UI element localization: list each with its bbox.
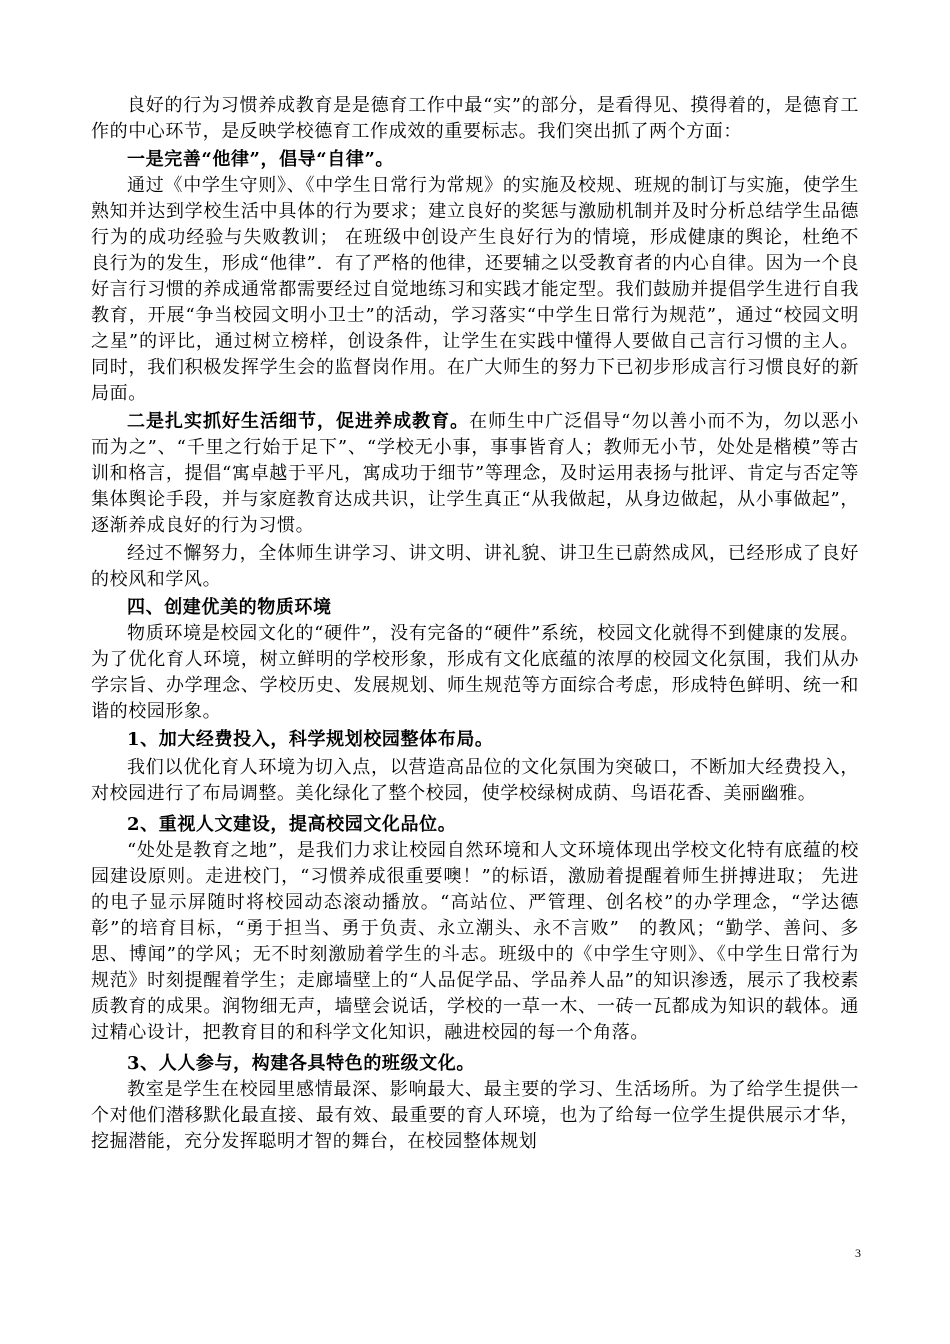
heading-subsection-two: 2、重视人文建设，提高校园文化品位。 [127, 814, 457, 835]
paragraph-humanistic-construction: “处处是教育之地”，是我们力求让校园自然环境和人文环境体现出学校文化特有底蕴的校园建设原则。走进校门，“习惯养成很重要噢！”的标语，激励着提醒着师生拼搏进取； 先进的电子显示屏随时将校园动态滚动播放。“高站位、严管理、创名校”的办学理念，“学达德彰”的培育目标，“勇于担当、勇于负责、永立潮头、永不言败” 的教风；“勤学、善问、多思、博闻”的学风；无不时刻激励着学生的斗志。班级中的《中学生守则》、《中学生日常行为规范》时刻提醒着学生；走廊墙壁上的“人品促学品、学品养人品”的知识渗透，展示了我校素质教育的成果。润物细无声，墙壁会说话，学校的一草一木、一砖一瓦都成为知识的载体。通过精心设计，把教育目的和科学文化知识，融进校园的每一个角落。 [91, 840, 859, 1043]
heading-subsection-three: 3、人人参与，构建各具特色的班级文化。 [127, 1053, 475, 1074]
paragraph-results: 经过不懈努力，全体师生讲学习、讲文明、讲礼貌、讲卫生已蔚然成风，已经形成了良好的校风和学风。 [91, 543, 859, 590]
paragraph-physical-environment: 物质环境是校园文化的“硬件”，没有完备的“硬件”系统，校园文化就得不到健康的发展。为了优化育人环境，树立鲜明的学校形象，形成有文化底蕴的浓厚的校园文化氛围，我们从办学宗旨、办学理念、学校历史、发展规划、师生规范等方面综合考虑，形成特色鲜明、统一和谐的校园形象。 [91, 623, 859, 722]
paragraph-habit-education-intro: 良好的行为习惯养成教育是是德育工作中最“实”的部分，是看得见、摸得着的，是德育工作的中心环节，是反映学校德育工作成效的重要标志。我们突出抓了两个方面： [91, 95, 859, 142]
page-number: 3 [855, 1246, 861, 1260]
paragraph-life-details-lead: 二是扎实抓好生活细节，促进养成教育。 [127, 411, 470, 432]
document-body [91, 93, 859, 1155]
heading-section-four: 四、创建优美的物质环境 [127, 597, 332, 618]
paragraph-life-details-text: 在师生中广泛倡导“勿以善小而不为，勿以恶小而为之”、“千里之行始于足下”、“学校无小事，事事皆育人；教师无小节，处处是楷模”等古训和格言，提倡“寓卓越于平凡，寓成功于细节”等理念，及时运用表扬与批评、肯定与否定等集体舆论手段，并与家庭教育达成共识，让学生真正“从我做起，从身边做起，从小事做起”，逐渐养成良好的行为习惯。 [91, 411, 859, 536]
heading-subsection-one: 1、加大经费投入，科学规划校园整体布局。 [127, 729, 494, 750]
paragraph-life-details [91, 409, 859, 539]
heading-heteronomy-autonomy: 一是完善“他律”，倡导“自律”。 [127, 149, 395, 170]
paragraph-rules-and-self-discipline: 通过《中学生守则》、《中学生日常行为常规》的实施及校规、班规的制订与实施，使学生熟知并达到学校生活中具体的行为要求；建立良好的奖惩与激励机制并及时分析总结学生品德行为的成功经验与失败教训； 在班级中创设产生良好行为的情境，形成健康的舆论，杜绝不良行为的发生，形成“他律”．有了严格的他律，还要辅之以受教育者的内心自律。因为一个良好言行习惯的养成通常都需要经过自觉地练习和实践才能定型。我们鼓励并提倡学生进行自我教育，开展“争当校园文明小卫士”的活动，学习落实“中学生日常行为规范”，通过“校园文明之星”的评比，通过树立榜样，创设条件，让学生在实践中懂得人要做自己言行习惯的主人。同时，我们积极发挥学生会的监督岗作用。在广大师生的努力下已初步形成言行习惯良好的新局面。 [91, 175, 859, 404]
paragraph-class-culture: 教室是学生在校园里感情最深、影响最大、最主要的学习、生活场所。为了给学生提供一个对他们潜移默化最直接、最有效、最重要的育人环境，也为了给每一位学生提供展示才华，挖掘潜能，充分发挥聪明才智的舞台，在校园整体规划 [91, 1079, 859, 1152]
paragraph-funding: 我们以优化育人环境为切入点，以营造高品位的文化氛围为突破口，不断加大经费投入，对校园进行了布局调整。美化绿化了整个校园，使学校绿树成荫、鸟语花香、美丽幽雅。 [91, 757, 859, 804]
